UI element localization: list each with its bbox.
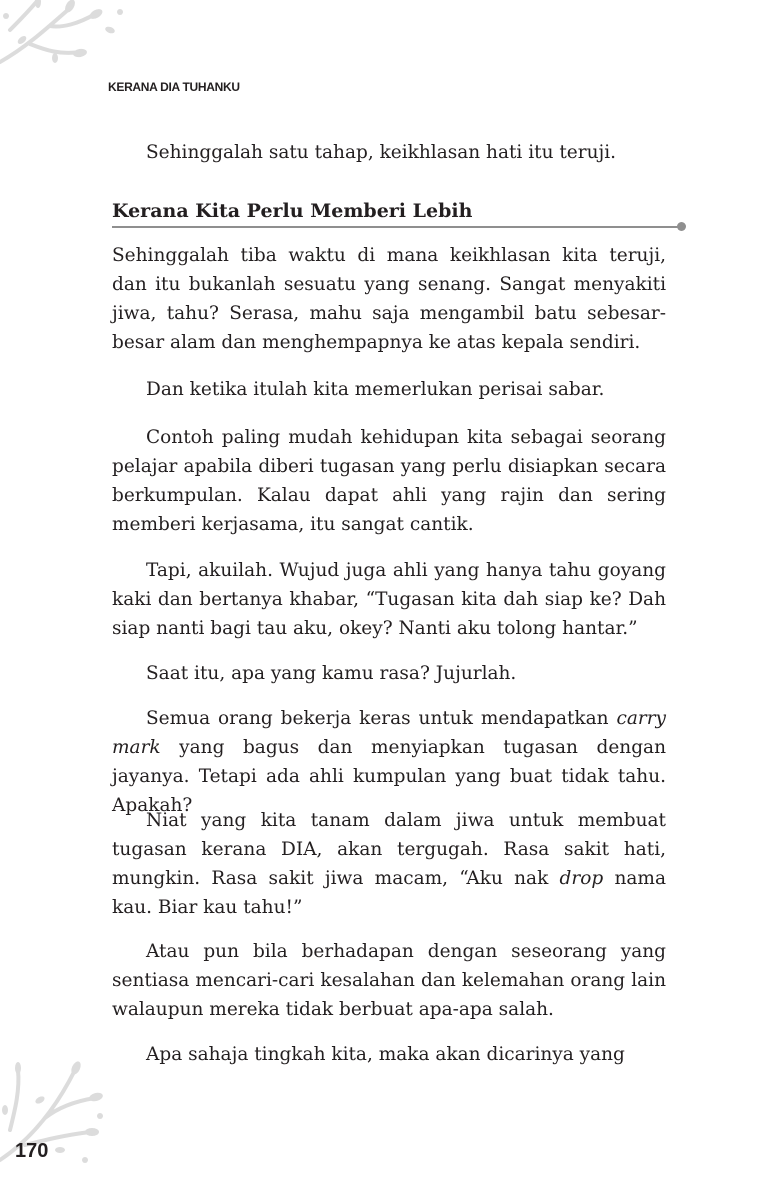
- running-head: KERANA DIA TUHANKU: [108, 80, 240, 94]
- branch-ornament-top: [0, 0, 130, 75]
- italic-term: carry mark: [112, 708, 666, 758]
- text-run: Tetapi ada ahli kumpulan yang buat tidak tahu. Apakah?: [112, 766, 666, 816]
- intro-paragraph: Sehinggalah satu tahap, keikhlasan hati itu teruji.: [146, 142, 617, 163]
- paragraph: Atau pun bila berhadapan dengan seseorang yang sentiasa mencari-cari kesalahan dan kelemahan orang lain walaupun mereka tidak berbuat apa-apa salah.: [112, 941, 666, 1020]
- page-number: 170: [15, 1140, 49, 1162]
- text-run: yang bagus dan menyiapkan tugasan dengan jayanya.: [112, 737, 666, 787]
- paragraph: Dan ketika itulah kita memerlukan perisai sabar.: [146, 379, 605, 400]
- paragraph: Saat itu, apa yang kamu rasa? Jujurlah.: [146, 663, 517, 684]
- paragraph: Sehinggalah tiba waktu di mana keikhlasan kita teruji, dan itu bukanlah sesuatu yang senang. Sangat menyakiti jiwa, tahu? Serasa, mahu saja mengambil batu sebesar-besar alam dan menghempapnya ke atas kepala sendiri.: [112, 245, 666, 353]
- text-run: Niat yang kita tanam dalam jiwa untuk membuat tugasan kerana DIA, akan tergugah. Rasa sakit hati, mungkin. Rasa sakit jiwa macam, “Aku nak: [112, 810, 666, 889]
- heading-rule: [112, 226, 682, 228]
- text-run: nama kau. Biar kau tahu!”: [112, 868, 666, 918]
- text-run: Semua orang bekerja keras untuk mendapatkan: [146, 708, 617, 729]
- heading-rule-dot: [677, 222, 686, 231]
- italic-term: drop: [559, 868, 604, 889]
- paragraph: Tapi, akuilah. Wujud juga ahli yang hanya tahu goyang kaki dan bertanya khabar, “Tugasan kita dah siap ke? Dah siap nanti bagi tau aku, okey? Nanti aku tolong hantar.”: [112, 560, 666, 639]
- paragraph-drop: [112, 806, 666, 922]
- paragraph-carry-mark: [112, 704, 666, 820]
- section-heading: Kerana Kita Perlu Memberi Lebih: [112, 200, 473, 222]
- paragraph: Contoh paling mudah kehidupan kita sebagai seorang pelajar apabila diberi tugasan yang perlu disiapkan secara berkumpulan. Kalau dapat ahli yang rajin dan sering memberi kerjasama, itu sangat cantik.: [112, 427, 666, 535]
- paragraph: Apa sahaja tingkah kita, maka akan dicarinya yang: [146, 1044, 625, 1065]
